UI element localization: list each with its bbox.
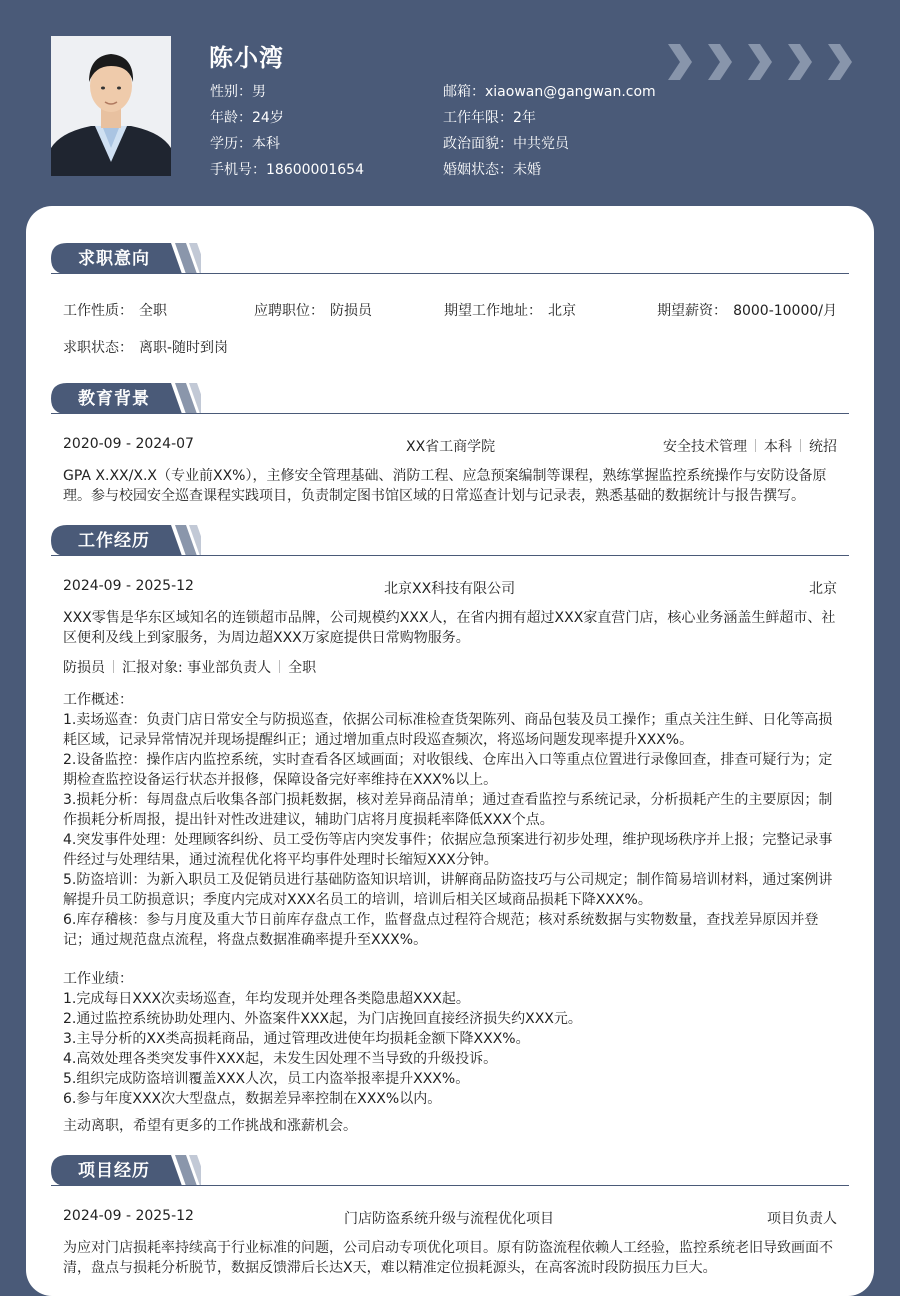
section-work	[51, 525, 849, 557]
overview-title: 工作概述：	[63, 692, 133, 708]
section-education	[51, 383, 849, 415]
section-title: 教育背景	[78, 389, 150, 409]
section-project	[51, 1155, 849, 1187]
section-divider	[51, 1185, 849, 1186]
education-period: 2020-09 - 2024-07	[63, 436, 194, 452]
company-description: XXX零售是华东区域知名的连锁超市品牌，公司规模约XXX人，在省内拥有超过XXX家直营门店，核心业务涵盖生鲜超市、社区便利及线上到家服务，为周边超XXX万家庭提供日常购物服务。	[63, 610, 836, 646]
section-title: 项目经历	[78, 1161, 150, 1181]
achievements-title: 工作业绩：	[63, 971, 133, 987]
achievement-item: 1.完成每日XXX次卖场巡查，年均发现并处理各类隐患超XXX起。	[63, 991, 470, 1007]
project-period: 2024-09 - 2025-12	[63, 1208, 194, 1224]
major: 安全技术管理	[663, 439, 747, 455]
basic-info-left	[210, 79, 364, 183]
overview-item: 2.设备监控：操作店内监控系统，实时查看各区域画面；对收银线、仓库出入口等重点位置进行录像回查，排查可疑行为；定期检查监控设备运行状态并报修，保障设备完好率维持在XXX%以上。	[63, 752, 833, 788]
experience-years: 工作年限：2年	[443, 110, 536, 126]
achievement-item: 5.组织完成防盗培训覆盖XXX人次，员工内盗举报率提升XXX%。	[63, 1071, 470, 1087]
work-period: 2024-09 - 2025-12	[63, 578, 194, 594]
achievement-item: 3.主导分析的XX类高损耗商品，通过管理改进使年均损耗金额下降XXX%。	[63, 1031, 530, 1047]
overview-item: 5.防盗培训：为新入职员工及促销员进行基础防盗知识培训，讲解商品防盗技巧与公司规定；制作简易培训材料，通过案例讲解提升员工防损意识；季度内完成对XXX名员工的培训，培训后相关区域商品损耗下降XXX%。	[63, 872, 833, 908]
education-level: 学历：本科	[210, 136, 280, 152]
achievement-item: 2.通过监控系统协助处理内、外盗案件XXX起，为门店挽回直接经济损失约XXX元。	[63, 1011, 582, 1027]
project-name: 门店防盗系统升级与流程优化项目	[344, 1211, 554, 1227]
company-name: 北京XX科技有限公司	[384, 581, 516, 597]
education-description: GPA X.XX/X.X（专业前XX%），主修安全管理基础、消防工程、应急预案编制等课程，熟练掌握监控系统操作与安防设备原理。参与校园安全巡查课程实践项目，负责制定图书馆区域的日常巡查计划与记录表，熟悉基础的数据统计与报告撰写。	[63, 468, 827, 504]
achievement-item: 6.参与年度XXX次大型盘点，数据差异率控制在XXX%以内。	[63, 1091, 442, 1107]
email: 邮箱：xiaowan@gangwan.com	[443, 84, 656, 100]
section-title: 工作经历	[78, 531, 150, 551]
work-role: 防损员	[63, 660, 105, 676]
candidate-name: 陈小湾	[209, 44, 284, 72]
education-tags	[663, 436, 837, 456]
phone: 手机号：18600001654	[210, 162, 364, 178]
achievement-item: 4.高效处理各类突发事件XXX起，未发生因处理不当导致的升级投诉。	[63, 1051, 498, 1067]
profile-photo	[51, 36, 171, 176]
gender: 性别：男	[210, 84, 266, 100]
work-tags	[63, 657, 316, 677]
section-divider	[51, 413, 849, 414]
work-achievements	[63, 969, 838, 1109]
job-location: 期望工作地址： 北京	[444, 303, 576, 319]
section-divider	[51, 555, 849, 556]
school-name: XX省工商学院	[406, 439, 496, 455]
decorative-chevrons-icon	[666, 42, 876, 82]
job-status: 求职状态： 离职-随时到岗	[63, 340, 229, 356]
study-mode: 统招	[809, 439, 837, 455]
section-job-intent	[51, 243, 849, 275]
overview-item: 4.突发事件处理：处理顾客纠纷、员工受伤等店内突发事件；依据应急预案进行初步处理，维护现场秩序并上报；完整记录事件经过与处理结果，通过流程优化将平均事件处理时长缩短XXX分钟。	[63, 832, 833, 868]
leave-reason: 主动离职，希望有更多的工作挑战和涨薪机会。	[63, 1118, 357, 1134]
degree: 本科	[764, 439, 792, 455]
job-type: 工作性质： 全职	[63, 303, 167, 319]
marital-status: 婚姻状态：未婚	[443, 162, 541, 178]
resume-header	[0, 0, 900, 215]
job-salary: 期望薪资： 8000-10000/月	[657, 303, 837, 319]
work-type: 全职	[288, 660, 317, 676]
project-description: 为应对门店损耗率持续高于行业标准的问题，公司启动专项优化项目。原有防盗流程依赖人工经验，监控系统老旧导致画面不清，盘点与损耗分析脱节，数据反馈滞后长达X天，难以精准定位损耗源头，在高客流时段防损压力巨大。	[63, 1240, 833, 1276]
basic-info-right	[443, 79, 656, 183]
job-position: 应聘职位： 防损员	[254, 303, 372, 319]
age: 年龄：24岁	[210, 110, 284, 126]
work-city: 北京	[809, 581, 837, 597]
avatar	[51, 36, 171, 176]
overview-item: 6.库存稽核：参与月度及重大节日前库存盘点工作，监督盘点过程符合规范；核对系统数据与实物数量，查找差异原因并登记；通过规范盘点流程，将盘点数据准确率提升至XXX%。	[63, 912, 819, 948]
project-role: 项目负责人	[767, 1211, 837, 1227]
section-title: 求职意向	[78, 249, 150, 269]
section-divider	[51, 273, 849, 274]
work-overview	[63, 690, 838, 950]
political-status: 政治面貌：中共党员	[443, 136, 569, 152]
overview-item: 3.损耗分析：每周盘点后收集各部门损耗数据，核对差异商品清单；通过查看监控与系统记录，分析损耗产生的主要原因；制作损耗分析周报，提出针对性改进建议，辅助门店将月度损耗率降低XXX个点。	[63, 792, 833, 828]
work-report-to: 汇报对象: 事业部负责人	[122, 660, 272, 676]
overview-item: 1.卖场巡查：负责门店日常安全与防损巡查，依据公司标准检查货架陈列、商品包装及员工操作；重点关注生鲜、日化等高损耗区域，记录异常情况并现场提醒纠正；通过增加重点时段巡查频次，将巡场问题发现率提升XXX%。	[63, 712, 833, 748]
